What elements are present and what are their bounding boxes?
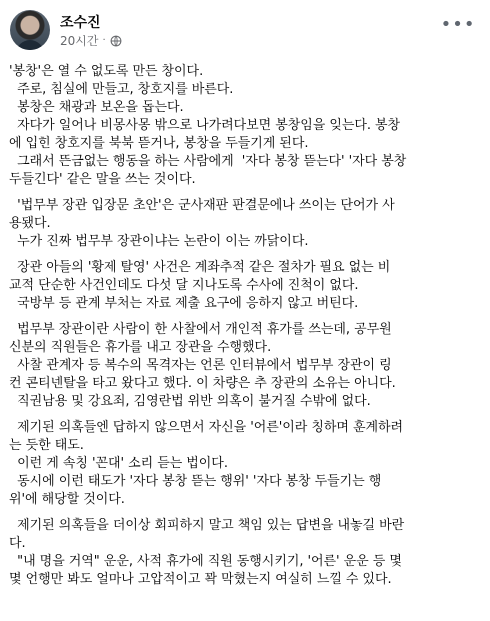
globe-icon[interactable] (110, 35, 122, 47)
post-text-line: 직권남용 및 강요죄, 김영란법 위반 의혹이 불거질 수밖에 없다. (9, 394, 371, 409)
post-text-line: 주로, 침실에 만들고, 창호지를 바른다. (9, 82, 234, 97)
post-text-line: 법무부 장관이란 사람이 한 사찰에서 개인적 휴가를 쓰는데, 공무원 (9, 322, 392, 337)
post-text-line: 두들긴다' 같은 말을 쓰는 것이다. (9, 172, 196, 187)
post-time[interactable]: 20시간 (60, 34, 99, 48)
post-text-line: 이런 게 속칭 '꼰대' 소리 듣는 법이다. (9, 456, 228, 471)
post-text-line: 자다가 일어나 비몽사몽 밖으로 나가려다보면 봉창임을 잊는다. 봉창 (9, 118, 401, 133)
post-text-line: 교적 단순한 사건인데도 다섯 달 지나도록 수사에 진척이 없다. (9, 278, 359, 293)
avatar-figure (16, 40, 44, 50)
post-header (8, 10, 490, 58)
post-text-line: 사찰 관계자 등 복수의 목격자는 언론 인터뷰에서 법무부 장관이 링 (9, 358, 392, 373)
post-body (9, 63, 476, 597)
post-text-line: "내 명을 거역" 운운, 사적 휴가에 직원 동행시키기, '어른' 운운 등 몇 (9, 554, 402, 569)
post-text-line: 제기된 의혹들엔 답하지 않으면서 자신을 '어른'이라 칭하며 훈계하려 (9, 420, 404, 435)
more-options-button[interactable] (440, 13, 476, 35)
post-text-line: 봉창은 채광과 보온을 돕는다. (9, 100, 184, 115)
post-text-line: 는 듯한 태도. (9, 438, 84, 453)
post-text-line: 누가 진짜 법무부 장관이냐는 논란이 이는 까닭이다. (9, 234, 309, 249)
post-meta (60, 32, 122, 49)
post-text-line: 위'에 해당할 것이다. (9, 492, 125, 507)
post-text-line: '법무부 장관 입장문 초안'은 군사재판 판결문에나 쓰이는 단어가 사 (9, 198, 395, 213)
post-text-line: '봉창'은 열 수 없도록 만든 창이다. (9, 64, 204, 79)
post-text-line: 국방부 등 관계 부처는 자료 제출 요구에 응하지 않고 버틴다. (9, 296, 359, 311)
post-paragraph (9, 259, 476, 313)
post-text-line: 동시에 이런 태도가 '자다 봉창 뜯는 행위' '자다 봉창 두들기는 행 (9, 474, 382, 489)
avatar[interactable] (10, 10, 50, 50)
post-paragraph (9, 517, 476, 589)
post-text-line: 그래서 뜬금없는 행동을 하는 사람에게 '자다 봉창 뜯는다' '자다 봉창 (9, 154, 407, 169)
post-text-line: 에 입힌 창호지를 북북 뜯거나, 봉창을 두들기게 된다. (9, 136, 309, 151)
post-text-line: 제기된 의혹들을 더이상 회피하지 말고 책임 있는 답변을 내놓길 바란 (9, 518, 405, 533)
post-text-line: 다. (9, 536, 26, 551)
post-text-line: 장관 아들의 '황제 탈영' 사건은 계좌추적 같은 절차가 필요 없는 비 (9, 260, 391, 275)
post-paragraph (9, 63, 476, 189)
post-text-line: 신분의 직원들은 휴가를 내고 장관을 수행했다. (9, 340, 272, 355)
post-paragraph (9, 419, 476, 509)
post-paragraph (9, 321, 476, 411)
more-options-icon: ••• (440, 13, 476, 35)
post-paragraph (9, 197, 476, 251)
post-text-line: 컨 콘티넨탈을 타고 왔다고 했다. 이 차량은 추 장관의 소유는 아니다. (9, 376, 396, 391)
separator-dot: · (102, 35, 106, 46)
post-text-line: 용됐다. (9, 216, 51, 231)
post-text-line: 몇 언행만 봐도 얼마나 고압적이고 꽉 막혔는지 여실히 느낄 수 있다. (9, 572, 392, 587)
author-name[interactable]: 조수진 (60, 15, 101, 31)
